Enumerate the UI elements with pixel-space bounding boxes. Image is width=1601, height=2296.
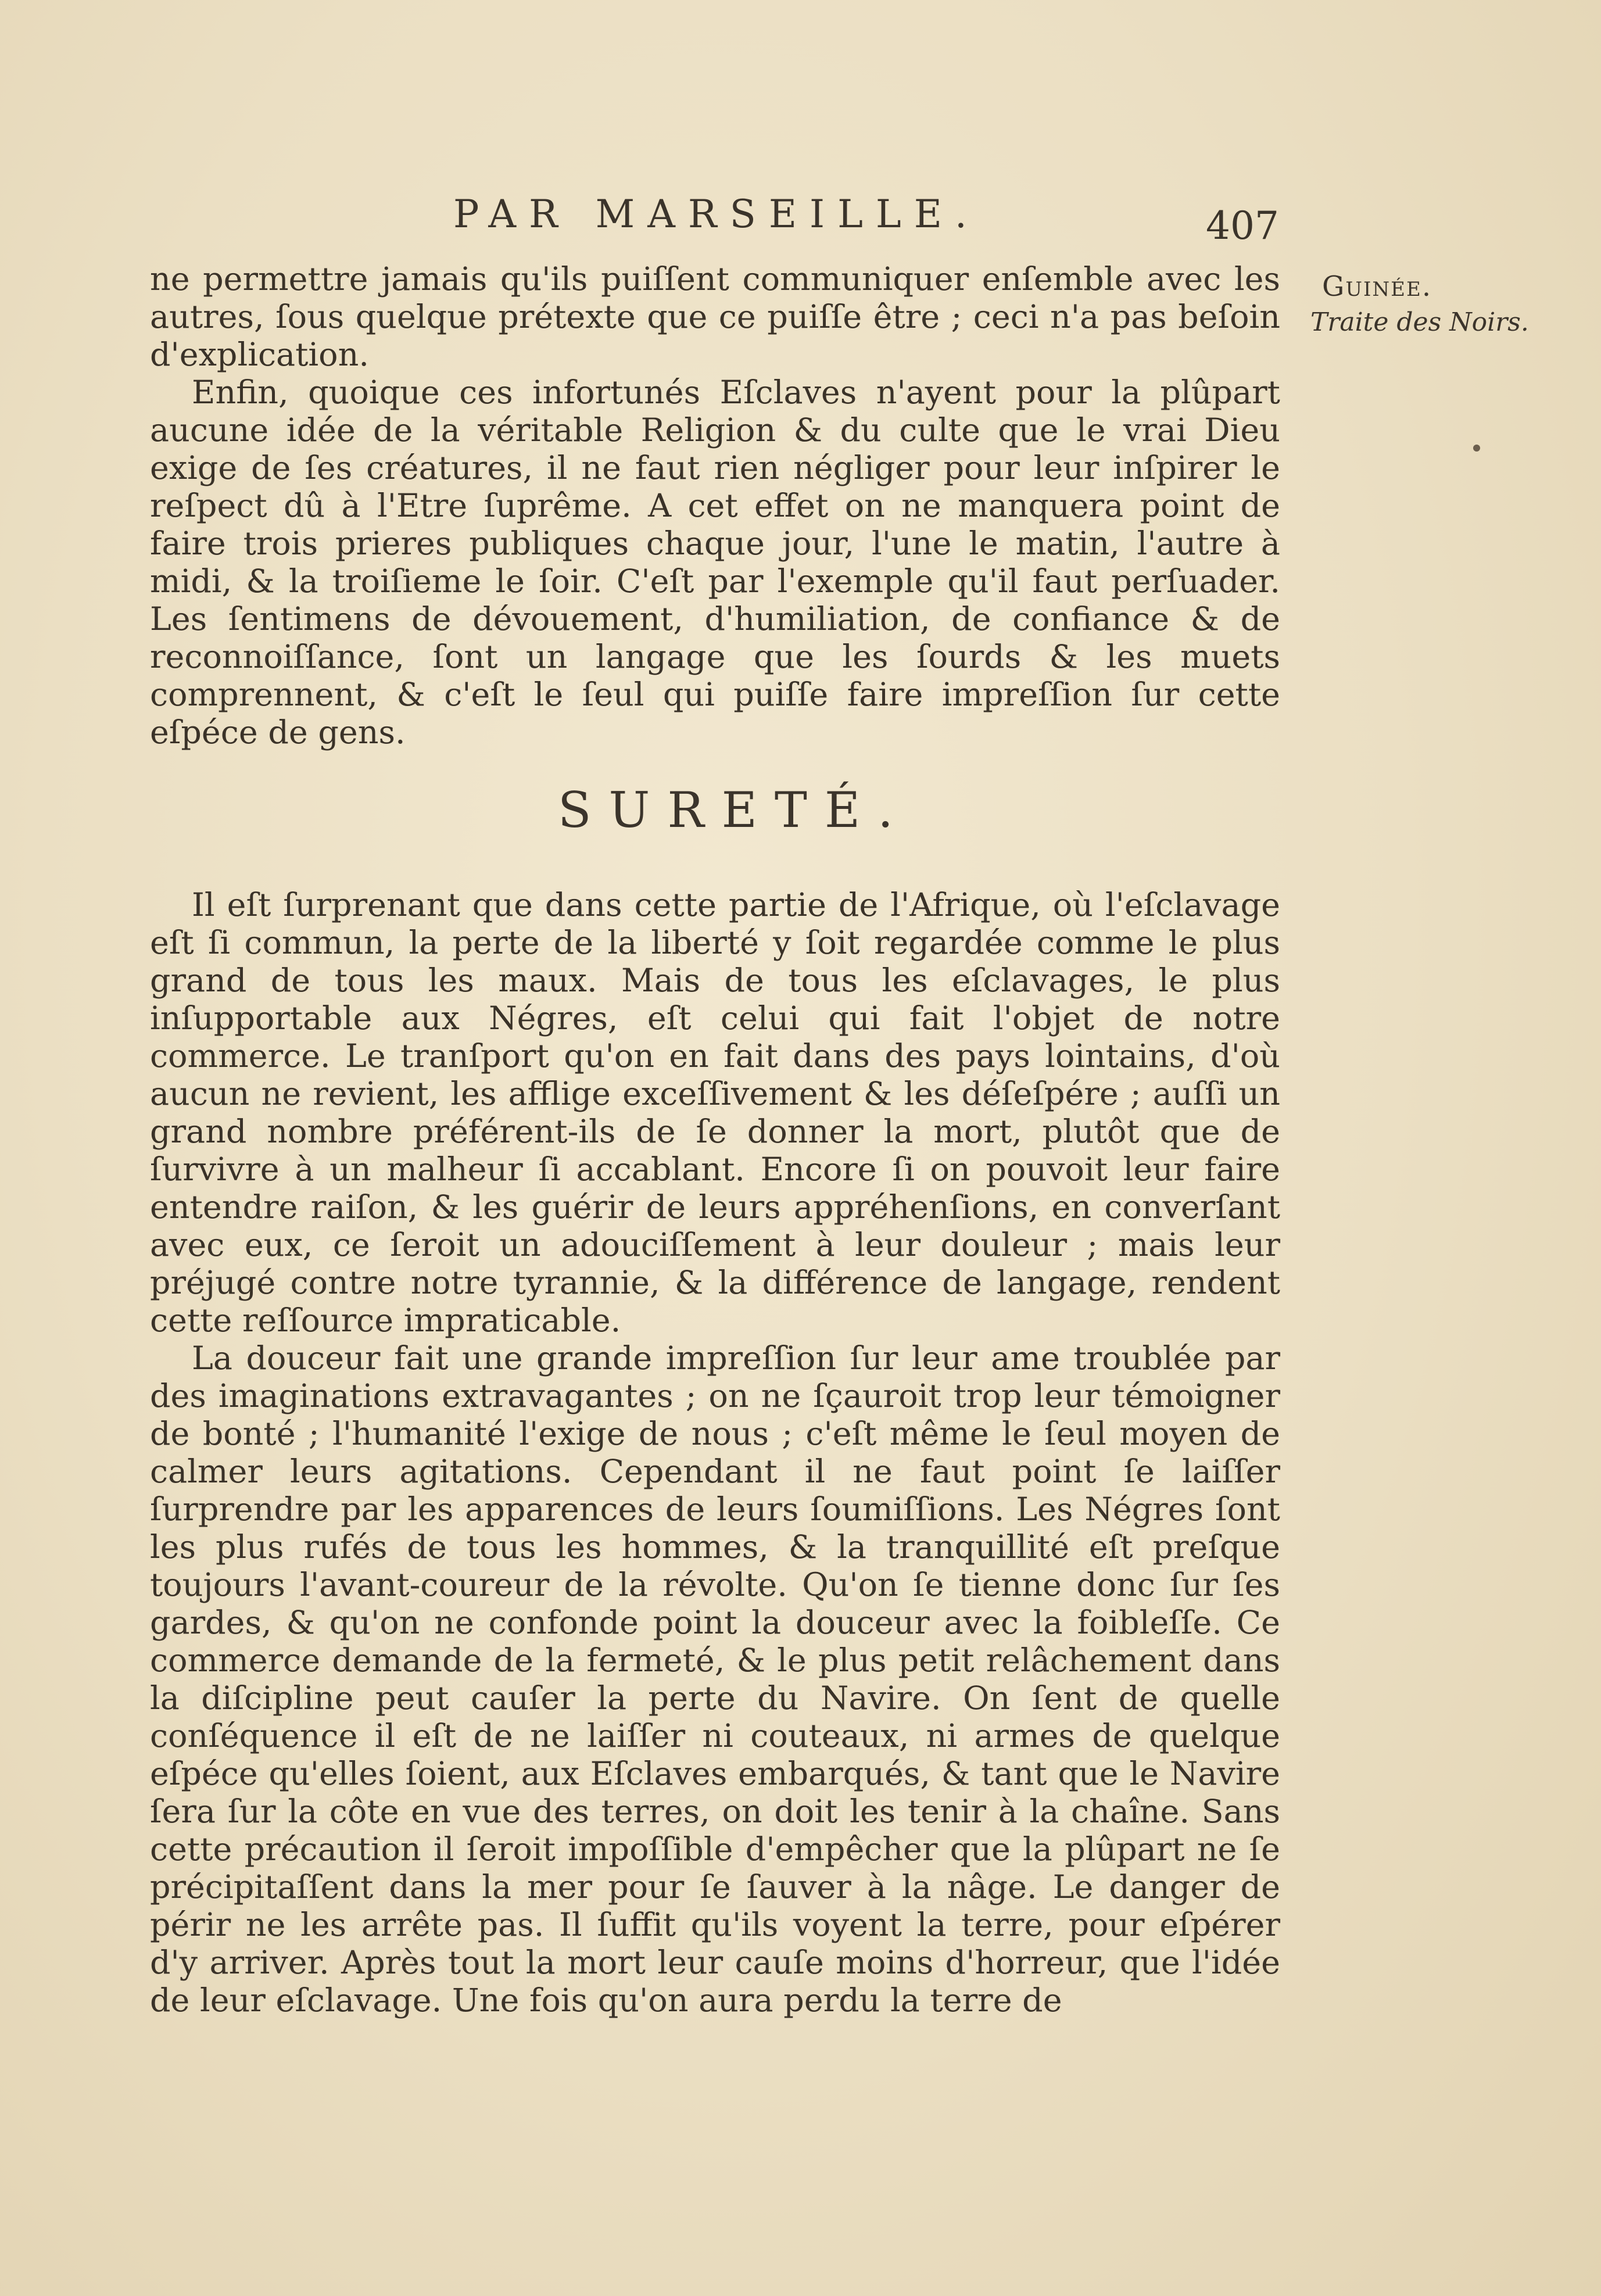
running-title: PAR MARSEILLE. bbox=[453, 192, 980, 237]
paragraph-3: Il eſt ſurprenant que dans cette partie de l'Afrique, où l'eſclavage eſt ſi commun, la perte de la liberté y ſoit regardée comme le plus grand de tous les maux. Mais de tous les eſclavages, le plus inſupportable aux Négres, eſt celui qui fait l'objet de notre commerce. Le tranſport qu'on en fait dans des pays lointains, d'où aucun ne revient, les afflige exceſſivement & les déſeſpére ; auſſi un grand nombre préférent-ils de ſe donner la mort, plutôt que de ſurvivre à un malheur ſi accablant. Encore ſi on pouvoit leur faire entendre raiſon, & les guérir de leurs appréhenſions, en converſant avec eux, ce ſeroit un adouciſſement à leur douleur ; mais leur préjugé contre notre tyrannie, & la différence de langage, rendent cette reſſource impraticable. bbox=[150, 886, 1280, 1339]
paragraph-2: Enfin, quoique ces infortunés Eſclaves n'ayent pour la plûpart aucune idée de la véritable Religion & du culte que le vrai Dieu exige de ſes créatures, il ne faut rien négliger pour leur inſpirer le reſpect dû à l'Etre ſuprême. A cet effet on ne manquera point de faire trois prieres publiques chaque jour, l'une le matin, l'autre à midi, & la troiſieme le ſoir. C'eſt par l'exemple qu'il faut perſuader. Les ſentimens de dévouement, d'humiliation, de confiance & de reconnoiſſance, ſont un langage que les ſourds & les muets comprennent, & c'eſt le ſeul qui puiſſe faire impreſſion ſur cette eſpéce de gens. bbox=[150, 374, 1280, 751]
margin-note-subtitle: Traite des Noirs. bbox=[1310, 307, 1529, 337]
page-number: 407 bbox=[1206, 203, 1279, 248]
margin-note bbox=[1310, 270, 1584, 337]
margin-note-title: Guinée. bbox=[1322, 270, 1432, 303]
paragraph-1: ne permettre jamais qu'ils puiſſent communiquer enſemble avec les autres, ſous quelque prétexte que ce puiſſe être ; ceci n'a pas beſoin d'explication. bbox=[150, 260, 1280, 374]
text-block-upper bbox=[150, 260, 1280, 751]
section-heading: SURETÉ. bbox=[558, 782, 911, 839]
ink-spot bbox=[1473, 445, 1480, 452]
paragraph-4: La douceur fait une grande impreſſion ſur leur ame troublée par des imaginations extravagantes ; on ne ſçauroit trop leur témoigner de bonté ; l'humanité l'exige de nous ; c'eſt même le ſeul moyen de calmer leurs agitations. Cependant il ne faut point ſe laiſſer ſurprendre par les apparences de leurs ſoumiſſions. Les Négres ſont les plus rufés de tous les hommes, & la tranquillité eſt preſque toujours l'avant-coureur de la révolte. Qu'on ſe tienne donc ſur ſes gardes, & qu'on ne confonde point la douceur avec la foibleſſe. Ce commerce demande de la fermeté, & le plus petit relâchement dans la diſcipline peut cauſer la perte du Navire. On ſent de quelle conſéquence il eſt de ne laiſſer ni couteaux, ni armes de quelque eſpéce qu'elles ſoient, aux Eſclaves embarqués, & tant que le Navire ſera ſur la côte en vue des terres, on doit les tenir à la chaîne. Sans cette précaution il ſeroit impoſſible d'empêcher que la plûpart ne ſe précipitaſſent dans la mer pour ſe ſauver à la nâge. Le danger de périr ne les arrête pas. Il ſuffit qu'ils voyent la terre, pour eſpérer d'y arriver. Après tout la mort leur cauſe moins d'horreur, que l'idée de leur eſclavage. Une fois qu'on aura perdu la terre de bbox=[150, 1339, 1280, 2019]
text-block-lower bbox=[150, 886, 1280, 2019]
